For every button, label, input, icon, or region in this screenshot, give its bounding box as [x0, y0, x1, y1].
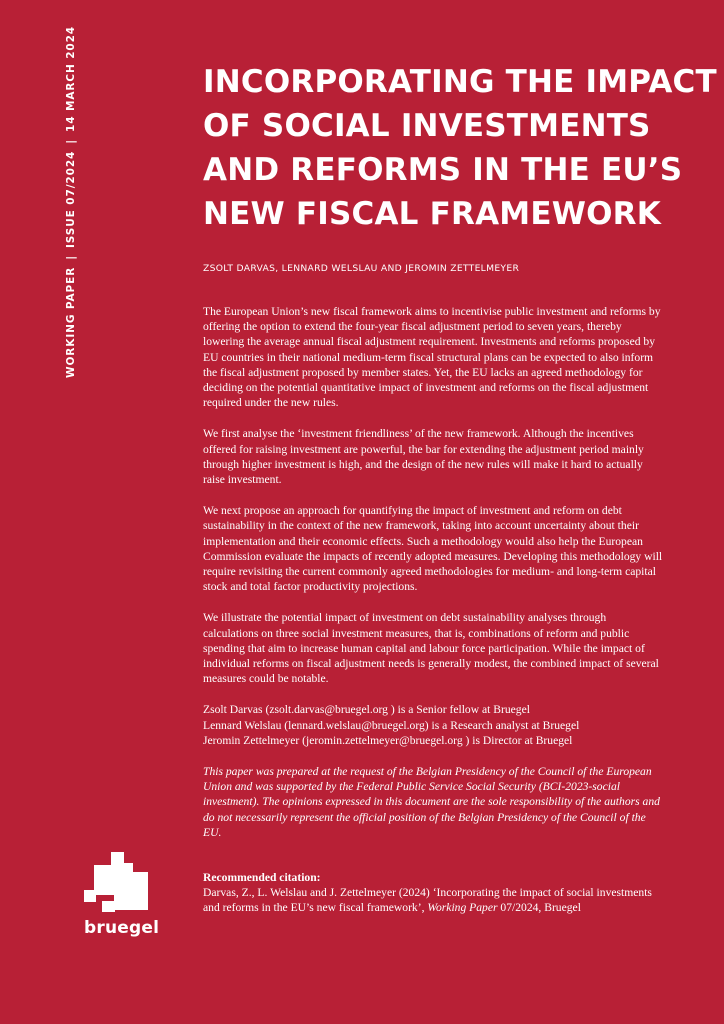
sidebar-vertical-label: [64, 26, 78, 378]
funding-note: This paper was prepared at the request of the Belgian Presidency of the Council of the European Union and was supported by the Federal Public Service Social Security (BCI-2023-social investment). The opinions expressed in this document are the sole responsibility of the authors and do not necessarily represent the official position of the Belgian Presidency of the Council of the EU.: [203, 765, 660, 839]
title-line: INCORPORATING THE IMPACT: [203, 64, 717, 100]
citation-tail: 07/2024, Bruegel: [497, 901, 581, 915]
abstract-paragraph: We next propose an approach for quantifying the impact of investment and reform on debt sustainability in the context of the new framework, taking into account uncertainty about their implementation and their economic effects. Such a methodology would also help the European Commission evaluate the impacts of recently adopted measures. Developing this methodology will require revisiting the current commonly agreed methodologies for medium- and long-term capital stock and total factor productivity projections.: [203, 504, 663, 594]
date-label: 14 MARCH 2024: [65, 25, 77, 132]
author-list: ZSOLT DARVAS, LENNARD WELSLAU AND JEROMIN ZETTELMEYER: [203, 263, 520, 274]
logo-wordmark: bruegel: [84, 918, 160, 938]
separator: |: [65, 138, 77, 144]
page-title: [203, 60, 717, 236]
separator: |: [65, 255, 77, 260]
series-label: WORKING PAPER: [65, 266, 77, 378]
citation-label: Recommended citation:: [203, 871, 321, 884]
title-line: AND REFORMS IN THE EU’S: [203, 152, 683, 188]
abstract-paragraph: We first analyse the ‘investment friendliness’ of the new framework. Although the incentives offered for raising investment are powerful, the bar for extending the adjustment period mainly through higher investment is high, and the design of the new rules will make it hard to actually raise investment.: [203, 427, 644, 487]
author-roles: [203, 702, 663, 748]
citation-series: Working Paper: [427, 901, 498, 915]
citation-text: Darvas, Z., L. Welslau and J. Zettelmeyer (2024) ‘Incorporating the impact of social investments and reforms in the EU’s new fiscal framework’,: [203, 886, 652, 915]
bruegel-logo: [84, 848, 158, 942]
title-line: NEW FISCAL FRAMEWORK: [203, 196, 661, 232]
abstract-paragraph: The European Union’s new fiscal framework aims to incentivise public investment and reforms by offering the option to extend the four-year fiscal adjustment period to seven years, thereby lowering the average annual fiscal adjustment requirement. Investments and reforms proposed by EU countries in their national medium-term fiscal structural plans can be expected to also inform the fiscal adjustment proposed by member states. Yet, the EU lacks an agreed methodology for deciding on the potential quantitative impact of investment and reforms on the fiscal adjustment required under the new rules.: [203, 305, 661, 410]
issue-label: ISSUE 07/2024: [65, 150, 77, 249]
author-role-darvas: Zsolt Darvas (zsolt.darvas@bruegel.org ) is a Senior fellow at Bruegel: [203, 703, 530, 717]
recommended-citation: [203, 870, 663, 916]
abstract: [203, 304, 663, 856]
title-line: OF SOCIAL INVESTMENTS: [203, 108, 651, 144]
bruegel-logo-icon: [84, 848, 158, 920]
author-role-welslau: Lennard Welslau (lennard.welslau@bruegel.org) is a Research analyst at Bruegel: [203, 718, 580, 732]
abstract-paragraph: We illustrate the potential impact of investment on debt sustainability analyses through calculations on three social investment measures, that is, combinations of reform and public spending that aim to increase human capital and labour force participation. While the impact of individual reforms on fiscal adjustment needs is generally modest, the combined impact of several measures could be notable.: [203, 611, 659, 686]
author-role-zettelmeyer: Jeromin Zettelmeyer (jeromin.zettelmeyer@bruegel.org ) is Director at Bruegel: [203, 733, 573, 747]
